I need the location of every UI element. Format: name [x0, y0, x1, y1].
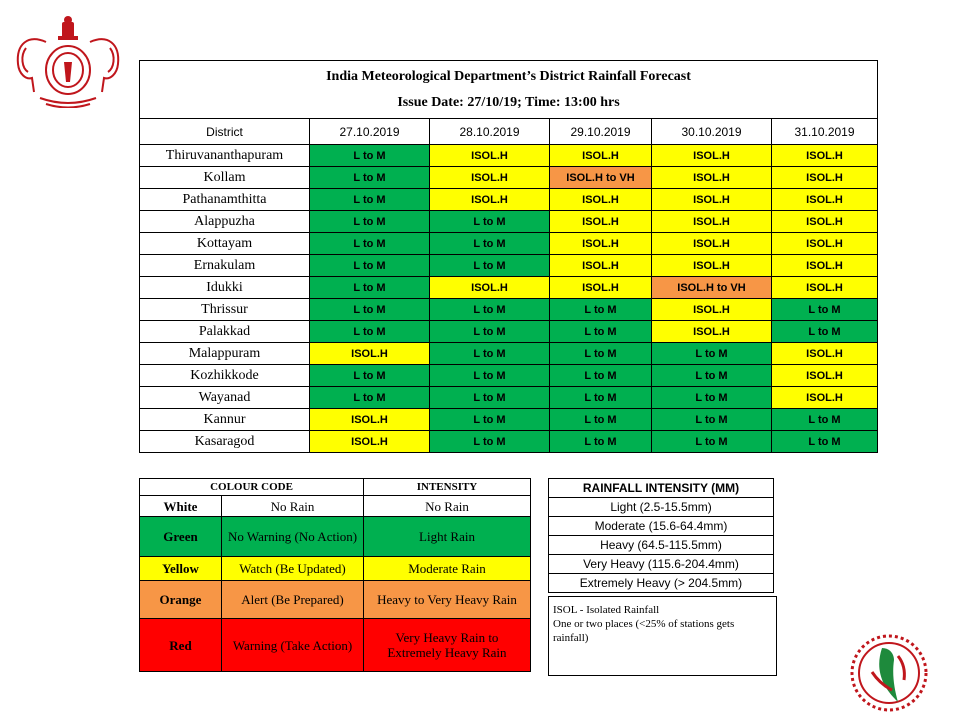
forecast-cell: ISOL.H — [430, 277, 550, 299]
forecast-cell: L to M — [652, 343, 772, 365]
forecast-cell: L to M — [310, 387, 430, 409]
forecast-cell: ISOL.H — [550, 233, 652, 255]
district-row — [140, 255, 878, 277]
forecast-cell: L to M — [430, 233, 550, 255]
isol-note — [548, 596, 777, 676]
forecast-cell: ISOL.H — [772, 365, 878, 387]
district-name: Alappuzha — [140, 211, 310, 233]
legend-row-red — [140, 619, 531, 672]
legend-code: Warning (Take Action) — [222, 619, 364, 672]
forecast-cell: L to M — [310, 365, 430, 387]
forecast-cell: ISOL.H — [772, 145, 878, 167]
forecast-cell: L to M — [652, 409, 772, 431]
header-district: District — [140, 119, 310, 145]
district-row — [140, 431, 878, 453]
rainfall-intensity-item: Extremely Heavy (> 204.5mm) — [549, 574, 774, 593]
forecast-cell: L to M — [772, 321, 878, 343]
forecast-cell: L to M — [430, 321, 550, 343]
rainfall-intensity-table — [548, 478, 774, 593]
forecast-cell: ISOL.H — [772, 277, 878, 299]
forecast-cell: L to M — [310, 299, 430, 321]
forecast-cell: ISOL.H — [430, 167, 550, 189]
district-row — [140, 277, 878, 299]
district-name: Idukki — [140, 277, 310, 299]
district-name: Thiruvananthapuram — [140, 145, 310, 167]
legend-color-name: Red — [140, 619, 222, 672]
forecast-cell: ISOL.H — [310, 409, 430, 431]
forecast-cell: L to M — [310, 189, 430, 211]
title-line-1: India Meteorological Department’s District Rainfall Forecast — [326, 68, 691, 84]
forecast-title — [140, 61, 878, 119]
legend-row-white — [140, 496, 531, 517]
forecast-cell: L to M — [772, 431, 878, 453]
forecast-cell: ISOL.H — [550, 255, 652, 277]
forecast-cell: ISOL.H to VH — [652, 277, 772, 299]
district-row — [140, 189, 878, 211]
header-date: 27.10.2019 — [310, 119, 430, 145]
forecast-cell: ISOL.H — [652, 255, 772, 277]
district-row — [140, 167, 878, 189]
forecast-cell: L to M — [550, 387, 652, 409]
forecast-cell: ISOL.H — [772, 167, 878, 189]
forecast-cell: L to M — [310, 255, 430, 277]
district-row — [140, 299, 878, 321]
forecast-cell: ISOL.H — [550, 189, 652, 211]
district-name: Kozhikkode — [140, 365, 310, 387]
district-name: Ernakulam — [140, 255, 310, 277]
forecast-cell: L to M — [310, 145, 430, 167]
forecast-cell: L to M — [310, 321, 430, 343]
rainfall-intensity-item: Moderate (15.6-64.4mm) — [549, 517, 774, 536]
forecast-cell: L to M — [310, 277, 430, 299]
forecast-body — [140, 145, 878, 453]
forecast-cell: ISOL.H — [772, 255, 878, 277]
forecast-cell: L to M — [430, 343, 550, 365]
colour-code-legend — [139, 478, 531, 672]
district-row — [140, 321, 878, 343]
forecast-cell: ISOL.H — [652, 299, 772, 321]
district-name: Kannur — [140, 409, 310, 431]
legend-color-name: Orange — [140, 581, 222, 619]
rainfall-intensity-item: Light (2.5-15.5mm) — [549, 498, 774, 517]
forecast-cell: ISOL.H — [430, 145, 550, 167]
district-name: Thrissur — [140, 299, 310, 321]
forecast-cell: ISOL.H — [652, 189, 772, 211]
forecast-cell: ISOL.H — [310, 343, 430, 365]
forecast-cell: L to M — [430, 387, 550, 409]
forecast-cell: L to M — [430, 409, 550, 431]
header-date: 31.10.2019 — [772, 119, 878, 145]
kerala-state-emblem-icon — [6, 12, 130, 108]
forecast-cell: ISOL.H — [652, 211, 772, 233]
forecast-cell: L to M — [310, 233, 430, 255]
legend-intensity: Very Heavy Rain to Extremely Heavy Rain — [364, 619, 531, 672]
isol-note-line-1: ISOL - Isolated Rainfall — [553, 604, 660, 616]
legend-intensity: Light Rain — [364, 517, 531, 557]
forecast-cell: ISOL.H — [550, 145, 652, 167]
forecast-cell: L to M — [430, 299, 550, 321]
forecast-cell: L to M — [550, 343, 652, 365]
legend-color-name: Green — [140, 517, 222, 557]
district-name: Kottayam — [140, 233, 310, 255]
title-line-2: Issue Date: 27/10/19; Time: 13:00 hrs — [397, 94, 620, 110]
forecast-cell: ISOL.H — [772, 233, 878, 255]
legend-row-green — [140, 517, 531, 557]
header-date: 30.10.2019 — [652, 119, 772, 145]
district-row — [140, 387, 878, 409]
legend-code: No Rain — [222, 496, 364, 517]
legend-intensity-header: INTENSITY — [364, 479, 531, 496]
forecast-cell: L to M — [430, 211, 550, 233]
forecast-cell: ISOL.H — [652, 321, 772, 343]
legend-intensity: Heavy to Very Heavy Rain — [364, 581, 531, 619]
district-rainfall-forecast-table — [139, 60, 878, 453]
forecast-cell: L to M — [772, 299, 878, 321]
forecast-cell: L to M — [430, 255, 550, 277]
forecast-cell: L to M — [550, 409, 652, 431]
header-date: 28.10.2019 — [430, 119, 550, 145]
rainfall-intensity-heading: RAINFALL INTENSITY (MM) — [549, 479, 774, 498]
rainfall-intensity-item: Heavy (64.5-115.5mm) — [549, 536, 774, 555]
rainfall-intensity-item: Very Heavy (115.6-204.4mm) — [549, 555, 774, 574]
forecast-cell: L to M — [550, 299, 652, 321]
forecast-cell: ISOL.H — [550, 277, 652, 299]
district-row — [140, 211, 878, 233]
forecast-cell: ISOL.H — [652, 145, 772, 167]
legend-row-yellow — [140, 557, 531, 581]
forecast-cell: L to M — [310, 167, 430, 189]
district-name: Wayanad — [140, 387, 310, 409]
forecast-cell: ISOL.H — [550, 211, 652, 233]
forecast-cell: ISOL.H — [772, 387, 878, 409]
legend-intensity: No Rain — [364, 496, 531, 517]
forecast-cell: ISOL.H — [772, 343, 878, 365]
forecast-cell: ISOL.H — [652, 233, 772, 255]
district-row — [140, 145, 878, 167]
forecast-cell: ISOL.H to VH — [550, 167, 652, 189]
district-name: Pathanamthitta — [140, 189, 310, 211]
legend-colour-code-header: COLOUR CODE — [140, 479, 364, 496]
kerala-sdma-logo-icon — [848, 632, 930, 714]
district-row — [140, 409, 878, 431]
header-date: 29.10.2019 — [550, 119, 652, 145]
forecast-cell: L to M — [430, 365, 550, 387]
legend-color-name: Yellow — [140, 557, 222, 581]
forecast-cell: L to M — [652, 387, 772, 409]
district-name: Malappuram — [140, 343, 310, 365]
legend-color-name: White — [140, 496, 222, 517]
forecast-cell: ISOL.H — [772, 189, 878, 211]
district-name: Kasaragod — [140, 431, 310, 453]
forecast-cell: L to M — [310, 211, 430, 233]
forecast-cell: ISOL.H — [310, 431, 430, 453]
district-row — [140, 343, 878, 365]
isol-note-line-2: One or two places (<25% of stations gets rainfall) — [553, 618, 735, 644]
forecast-cell: L to M — [550, 431, 652, 453]
forecast-cell: L to M — [772, 409, 878, 431]
forecast-cell: L to M — [652, 365, 772, 387]
forecast-cell: L to M — [430, 431, 550, 453]
legend-code: No Warning (No Action) — [222, 517, 364, 557]
forecast-cell: L to M — [652, 431, 772, 453]
district-row — [140, 233, 878, 255]
forecast-cell: L to M — [550, 365, 652, 387]
legend-code: Alert (Be Prepared) — [222, 581, 364, 619]
legend-intensity: Moderate Rain — [364, 557, 531, 581]
legend-code: Watch (Be Updated) — [222, 557, 364, 581]
district-name: Kollam — [140, 167, 310, 189]
legend-row-orange — [140, 581, 531, 619]
forecast-cell: L to M — [550, 321, 652, 343]
forecast-cell: ISOL.H — [430, 189, 550, 211]
forecast-cell: ISOL.H — [652, 167, 772, 189]
district-row — [140, 365, 878, 387]
forecast-cell: ISOL.H — [772, 211, 878, 233]
district-name: Palakkad — [140, 321, 310, 343]
